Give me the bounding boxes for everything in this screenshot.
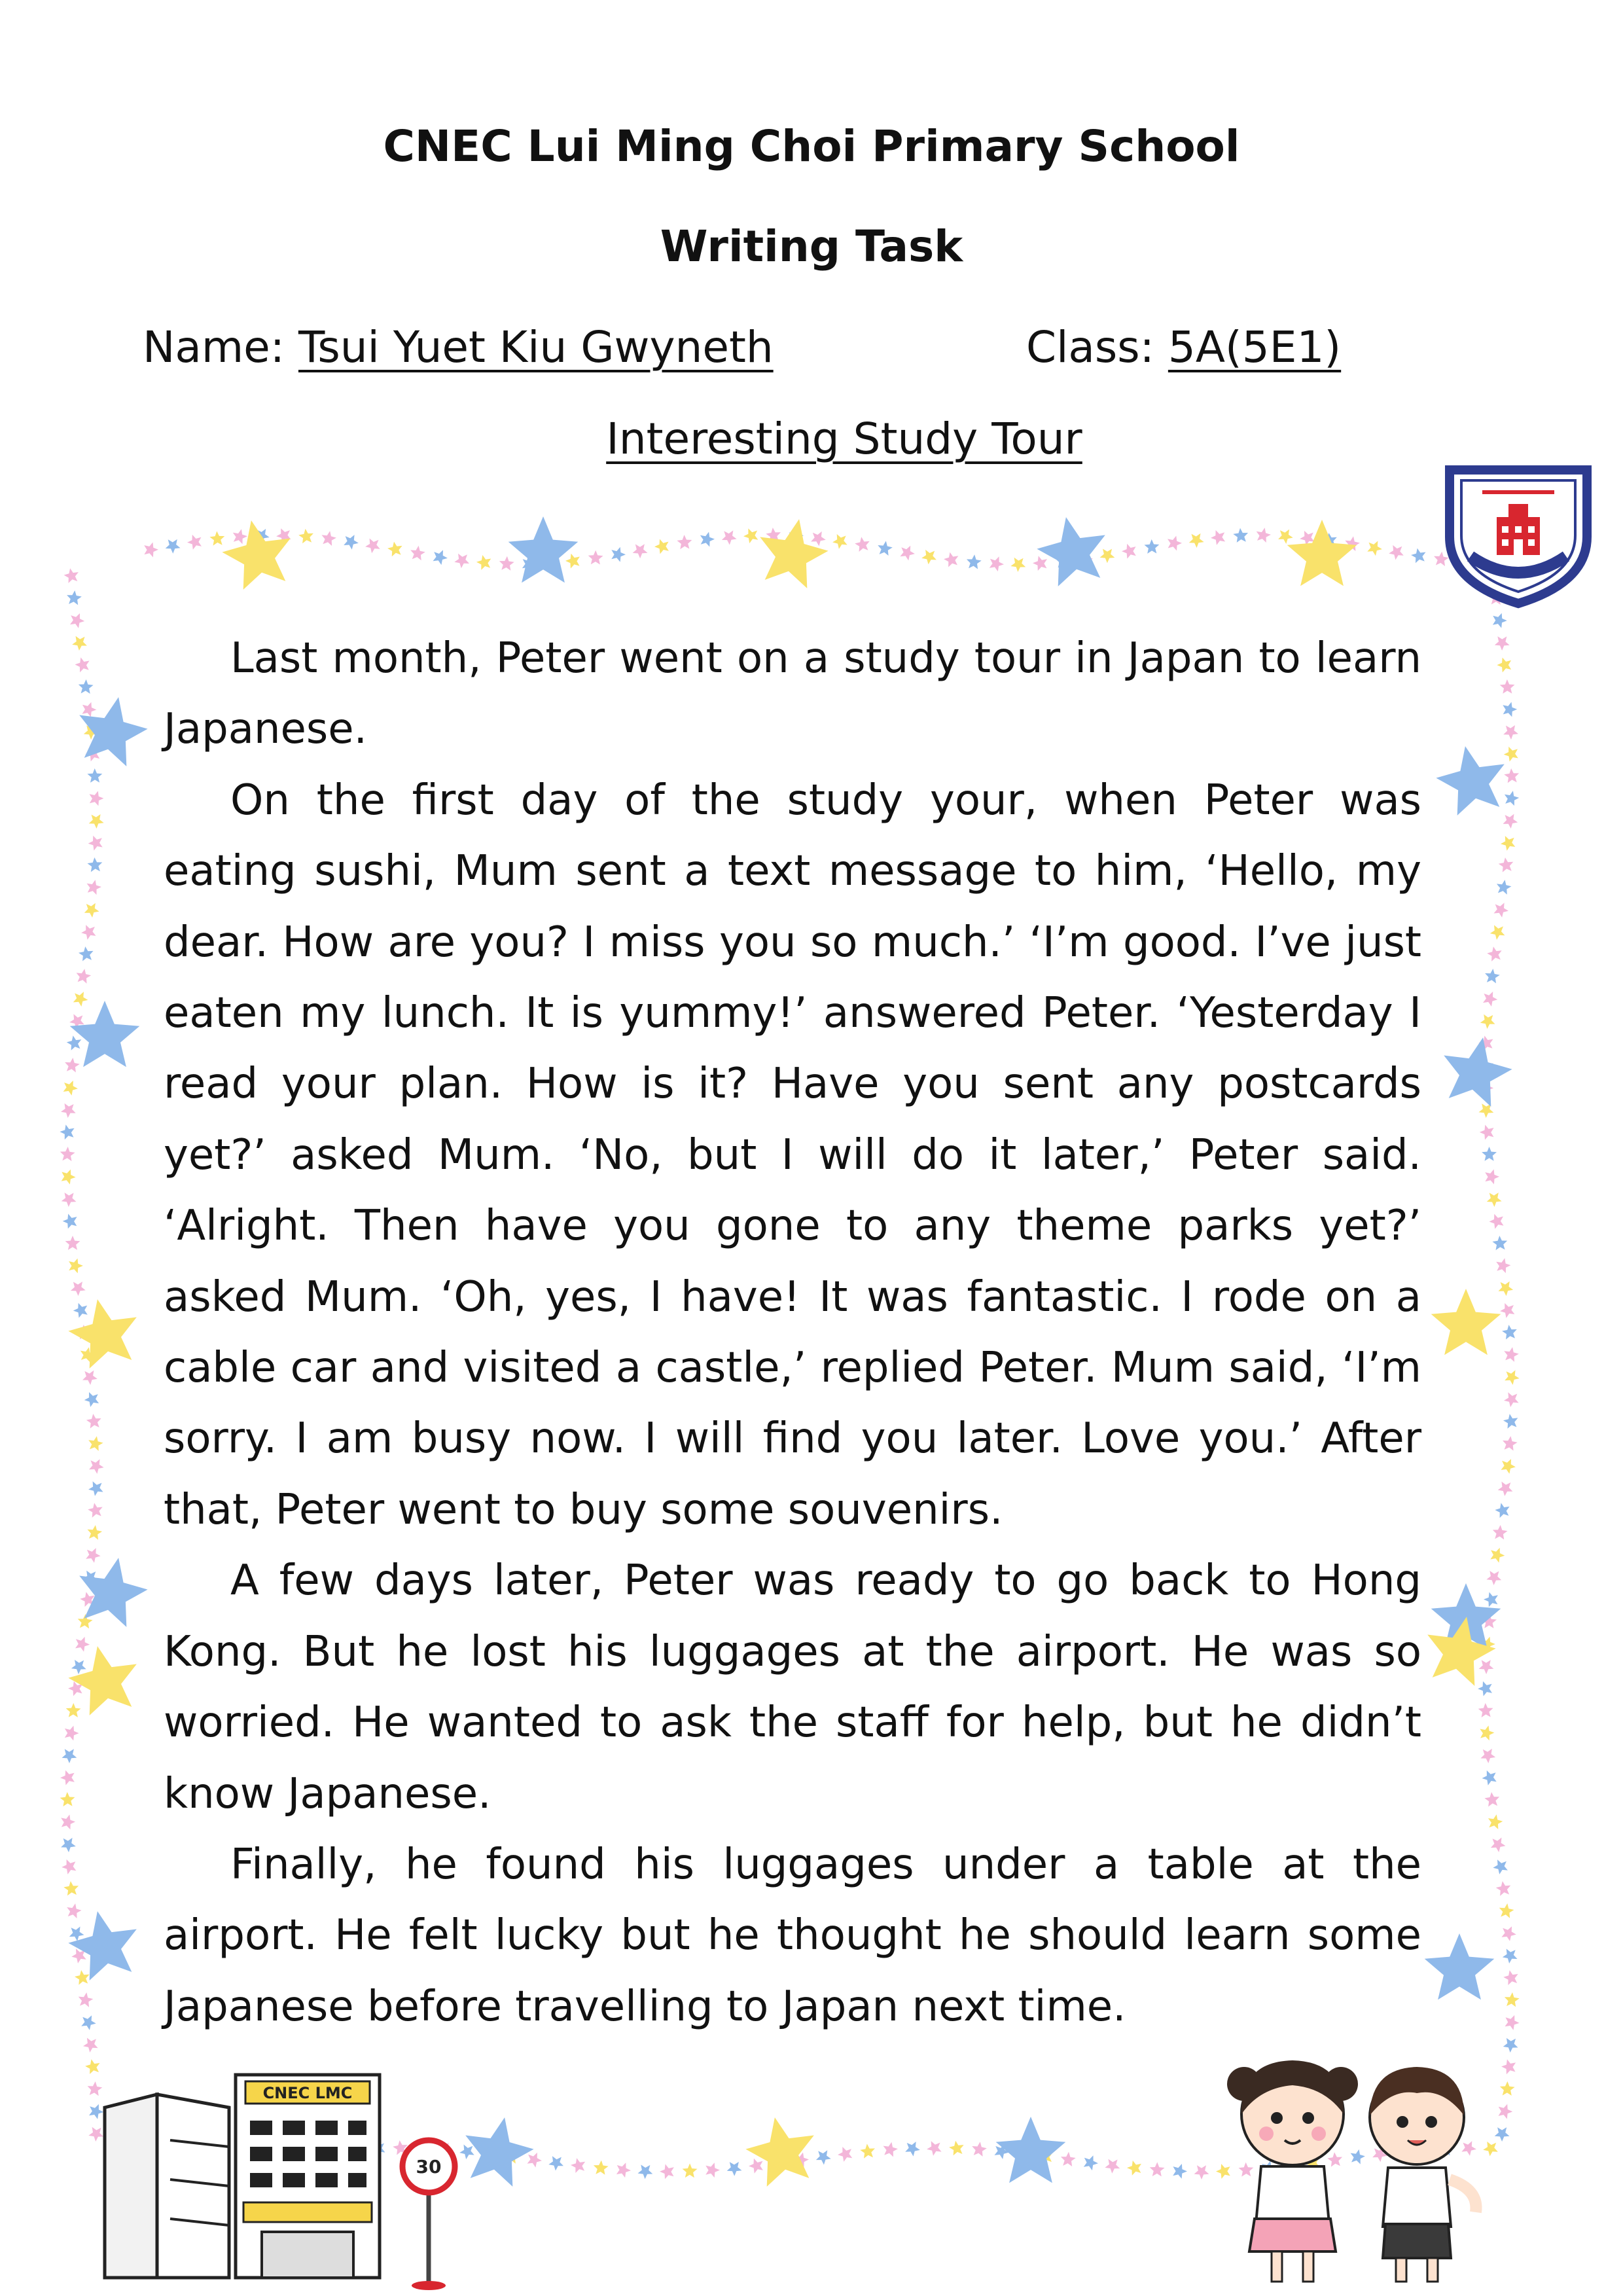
decor-star xyxy=(1411,548,1425,564)
task-heading: Writing Task xyxy=(660,221,963,272)
name-label: Name: xyxy=(143,322,285,372)
decor-star xyxy=(1479,1660,1494,1674)
decor-star xyxy=(365,539,380,554)
decor-star xyxy=(75,1637,90,1652)
decor-star xyxy=(900,546,915,561)
decor-star xyxy=(433,550,448,565)
decor-star xyxy=(1150,2162,1165,2177)
decor-star xyxy=(1505,1370,1520,1385)
decor-star xyxy=(88,1481,103,1496)
decor-star xyxy=(749,2159,763,2174)
decor-star xyxy=(927,2141,942,2156)
decor-star xyxy=(88,1503,103,1518)
decor-star xyxy=(79,679,94,694)
decor-star xyxy=(62,1859,76,1874)
decor-star xyxy=(209,531,224,546)
school-building-icon xyxy=(98,2068,465,2291)
essay-body xyxy=(164,623,1421,2042)
decor-star xyxy=(1287,520,1357,586)
decor-star xyxy=(1493,1859,1508,1874)
decor-star xyxy=(855,537,870,552)
decor-star xyxy=(1503,1436,1518,1450)
decor-star xyxy=(1173,2164,1187,2179)
decor-star xyxy=(60,1770,75,1785)
decor-star xyxy=(1278,529,1293,544)
essay-paragraph: Finally, he found his luggages under a table at the airport. He felt lucky but he thought he should learn some Japanese before travelling to Japan next time. xyxy=(164,1840,1421,2031)
decor-star xyxy=(548,2156,563,2170)
decor-star xyxy=(860,2144,875,2159)
decor-star xyxy=(60,1124,74,1139)
decor-star xyxy=(71,1660,86,1674)
decor-star xyxy=(1489,1214,1504,1229)
decor-star xyxy=(1499,1903,1514,1918)
decor-star xyxy=(454,554,469,568)
decor-star xyxy=(88,1525,103,1540)
decor-star xyxy=(760,519,828,588)
decor-star xyxy=(683,2163,698,2178)
decor-star xyxy=(816,2150,831,2164)
decor-star xyxy=(1505,791,1519,806)
decor-star xyxy=(660,2164,674,2179)
decor-star xyxy=(921,550,936,564)
decor-star xyxy=(387,542,402,557)
decor-star xyxy=(67,590,82,605)
decor-star xyxy=(88,857,103,872)
decor-star xyxy=(1061,2152,1076,2166)
decor-star xyxy=(61,1838,76,1852)
decor-star xyxy=(1497,880,1512,895)
decor-star xyxy=(700,532,715,547)
decor-star xyxy=(1478,1681,1492,1696)
decor-star xyxy=(1488,1814,1503,1829)
decor-star xyxy=(63,1881,79,1895)
decor-star xyxy=(1501,2059,1516,2074)
decor-star xyxy=(87,880,101,895)
decor-star xyxy=(222,520,290,590)
student-name: Tsui Yuet Kiu Gwyneth xyxy=(298,322,774,372)
decor-star xyxy=(838,2147,852,2162)
decor-star xyxy=(1503,702,1517,717)
decor-star xyxy=(79,1992,94,2007)
building-sign: CNEC LMC xyxy=(262,2084,353,2102)
decor-star xyxy=(1501,1926,1516,1941)
decor-star xyxy=(1493,1525,1508,1539)
decor-star xyxy=(1211,530,1225,545)
decor-star xyxy=(1496,1881,1511,1896)
decor-star xyxy=(60,1147,75,1161)
decor-star xyxy=(84,1392,99,1407)
decor-star xyxy=(67,1903,81,1918)
decor-star xyxy=(1504,1392,1519,1407)
decor-star xyxy=(1504,768,1519,783)
decor-star xyxy=(70,1001,140,1067)
decor-star xyxy=(677,535,692,549)
decor-star xyxy=(187,535,202,550)
decor-star xyxy=(1037,517,1105,586)
decor-star xyxy=(1482,1770,1497,1785)
decor-star xyxy=(79,1558,147,1627)
decor-star xyxy=(1490,1548,1505,1563)
decor-star xyxy=(967,554,982,569)
decor-star xyxy=(1500,679,1515,694)
decor-star xyxy=(1483,992,1497,1007)
decor-star xyxy=(81,2015,96,2030)
decor-star xyxy=(73,992,88,1007)
decor-star xyxy=(61,1103,76,1118)
decor-star xyxy=(1493,613,1507,628)
decor-star xyxy=(1485,969,1500,983)
decor-star xyxy=(1485,1170,1499,1185)
decor-star xyxy=(298,529,313,543)
school-crest-icon xyxy=(1436,458,1600,609)
decor-star xyxy=(1490,925,1505,940)
decor-star xyxy=(70,613,84,628)
decor-star xyxy=(166,539,181,554)
decor-star xyxy=(65,1058,80,1072)
essay-paragraph: A few days later, Peter was ready to go back to Hong Kong. But he lost his luggages at the airport. He was so worried. He wanted to ask the staff for help, but he didn’t know Japanese. xyxy=(164,1556,1421,1818)
decor-star xyxy=(1257,528,1271,543)
decor-star xyxy=(1145,539,1160,554)
decor-star xyxy=(344,535,359,550)
decor-star xyxy=(82,702,97,717)
decor-star xyxy=(476,555,491,570)
decor-star xyxy=(1436,746,1504,816)
decor-star xyxy=(68,1911,136,1981)
decor-star xyxy=(1505,1992,1520,2007)
decor-star xyxy=(1499,1282,1514,1296)
decor-star xyxy=(1484,1592,1498,1607)
decor-star xyxy=(88,1436,103,1451)
decor-star xyxy=(1105,2159,1120,2174)
decor-star xyxy=(722,530,737,545)
decor-star xyxy=(1122,544,1136,559)
decor-star xyxy=(616,2162,631,2178)
decor-star xyxy=(527,2153,542,2168)
decor-star xyxy=(949,2141,964,2156)
decor-star xyxy=(62,1193,77,1207)
decor-star xyxy=(410,546,425,561)
decor-star xyxy=(594,2161,609,2175)
class-value: 5A(5E1) xyxy=(1168,322,1342,372)
decor-star xyxy=(1503,814,1518,829)
decor-star xyxy=(72,636,87,651)
decor-star xyxy=(62,1170,76,1185)
decor-star xyxy=(1505,2015,1520,2030)
decor-star xyxy=(1189,533,1204,548)
decor-star xyxy=(1502,1325,1517,1339)
decor-star xyxy=(1431,1289,1501,1355)
decor-star xyxy=(60,1792,75,1806)
decor-star xyxy=(1425,1933,1495,2000)
decor-star xyxy=(1233,528,1248,543)
decor-star xyxy=(499,556,514,571)
decor-star xyxy=(90,791,104,806)
decor-star xyxy=(465,2117,533,2187)
decor-star xyxy=(66,1703,81,1717)
decor-star xyxy=(878,541,893,556)
essay-paragraph: On the first day of the study your, when Peter was eating sushi, Mum sent a text message to him, ‘Hello, my dear. How are you? I miss you so much.’ ‘I’m good. I’ve just eaten my lunch. It is yummy!’ answered Peter. ‘Yesterday I read your plan. How is it? Have you sent any postcards yet?’ asked Mum. ‘No, but I will do it later,’ Peter said. ‘Alright. Then have you gone to any theme parks yet?’ asked Mum. ‘Oh, yes, I have! It was fantastic. I rode on a cable car and visited a castle,’ replied Peter. Mum said, ‘I’m sorry. I am busy now. I will find you later. Love you.’ After that, Peter went to buy some souvenirs. xyxy=(164,776,1421,1534)
decor-star xyxy=(84,903,99,918)
decor-star xyxy=(1501,1459,1516,1474)
decor-star xyxy=(1487,946,1501,961)
decor-star xyxy=(1499,857,1514,872)
essay-paragraph: Last month, Peter went on a study tour in Japan to learn Japanese. xyxy=(164,634,1421,754)
decor-star xyxy=(1496,1258,1510,1273)
decor-star xyxy=(64,568,79,583)
decor-star xyxy=(83,2038,98,2053)
decor-star xyxy=(63,1081,78,1096)
decor-star xyxy=(1498,1482,1513,1496)
decor-star xyxy=(1367,541,1382,556)
decor-star xyxy=(1497,658,1511,673)
decor-star xyxy=(1503,725,1518,740)
decor-star xyxy=(1500,1303,1514,1318)
decor-star xyxy=(1127,2161,1141,2176)
decor-star xyxy=(81,925,96,940)
decor-star xyxy=(89,814,104,829)
decor-star xyxy=(811,531,826,546)
decor-star xyxy=(1482,1147,1497,1161)
decor-star xyxy=(1491,1838,1506,1852)
decor-star xyxy=(1495,2127,1510,2142)
decor-star xyxy=(69,1927,84,1941)
decor-star xyxy=(996,2117,1066,2183)
decor-star xyxy=(75,657,90,672)
decor-star xyxy=(1499,2104,1513,2119)
decor-star xyxy=(1503,1949,1518,1964)
decor-star xyxy=(75,1970,90,1985)
decor-star xyxy=(86,1548,100,1563)
decor-star xyxy=(1504,747,1518,762)
decor-star xyxy=(82,1371,98,1385)
decor-star xyxy=(611,547,626,562)
decor-star xyxy=(743,528,758,543)
decor-star xyxy=(1492,1236,1507,1250)
decor-star xyxy=(65,1236,80,1250)
school-name: CNEC Lui Ming Choi Primary School xyxy=(383,121,1240,171)
decor-star xyxy=(883,2142,898,2157)
decor-star xyxy=(1503,1970,1518,1985)
decor-star xyxy=(1480,1014,1495,1029)
decor-star xyxy=(1494,903,1509,918)
decor-star xyxy=(1100,549,1115,564)
decor-star xyxy=(508,516,579,583)
decor-star xyxy=(1480,1725,1494,1740)
decor-star xyxy=(322,531,336,546)
decor-star xyxy=(87,768,102,783)
decor-star xyxy=(638,2164,653,2179)
decor-star xyxy=(565,554,580,569)
decor-star xyxy=(77,969,92,984)
decor-star xyxy=(832,534,847,549)
decor-star xyxy=(990,556,1004,571)
decor-star xyxy=(944,552,958,567)
decor-star xyxy=(1486,1571,1501,1585)
decor-star xyxy=(1033,556,1047,571)
decor-star xyxy=(1389,545,1404,560)
decor-star xyxy=(79,946,94,961)
decor-star xyxy=(972,2142,987,2157)
decor-star xyxy=(905,2142,920,2157)
decor-star xyxy=(727,2162,742,2176)
decor-star xyxy=(1495,636,1510,651)
decor-star xyxy=(1501,836,1515,851)
decor-star xyxy=(1500,2081,1515,2096)
decor-star xyxy=(1480,1749,1495,1763)
decor-star xyxy=(745,2117,813,2187)
decor-star xyxy=(1480,1125,1494,1140)
decor-star xyxy=(1084,2155,1098,2170)
decor-star xyxy=(88,836,103,851)
decor-star xyxy=(63,1214,77,1229)
decor-star xyxy=(705,2162,720,2178)
decor-star xyxy=(73,1303,88,1318)
decor-star xyxy=(633,544,648,558)
decor-star xyxy=(1504,1347,1519,1362)
children-illustration-icon xyxy=(1221,2042,1495,2291)
decor-star xyxy=(1484,1792,1499,1806)
bus-stop-number: 30 xyxy=(416,2156,442,2178)
decor-star xyxy=(233,529,247,544)
decor-star xyxy=(1444,1037,1512,1107)
essay-title-text: Interesting Study Tour xyxy=(606,414,1082,464)
decor-star xyxy=(67,1035,82,1050)
decor-star xyxy=(1010,558,1026,572)
decor-star xyxy=(1478,1703,1493,1717)
decor-star xyxy=(1503,1414,1518,1429)
decor-star xyxy=(588,550,603,565)
decor-star xyxy=(571,2158,585,2173)
decor-star xyxy=(65,1726,79,1741)
decor-star xyxy=(1194,2165,1209,2179)
decor-star xyxy=(1479,1103,1494,1118)
decor-star xyxy=(68,1646,136,1715)
decor-star xyxy=(1503,2038,1518,2053)
decor-star xyxy=(62,1749,77,1763)
decor-star xyxy=(86,1414,101,1428)
decor-star xyxy=(1487,1193,1502,1207)
decor-star xyxy=(1495,1503,1509,1518)
decor-star xyxy=(1168,536,1182,551)
decor-star xyxy=(61,1814,75,1829)
decor-star xyxy=(89,1459,104,1474)
decor-star xyxy=(654,539,669,554)
decor-star xyxy=(69,1259,83,1274)
decor-star xyxy=(71,1282,86,1296)
decor-star xyxy=(144,543,158,558)
class-label: Class: xyxy=(1026,322,1154,372)
